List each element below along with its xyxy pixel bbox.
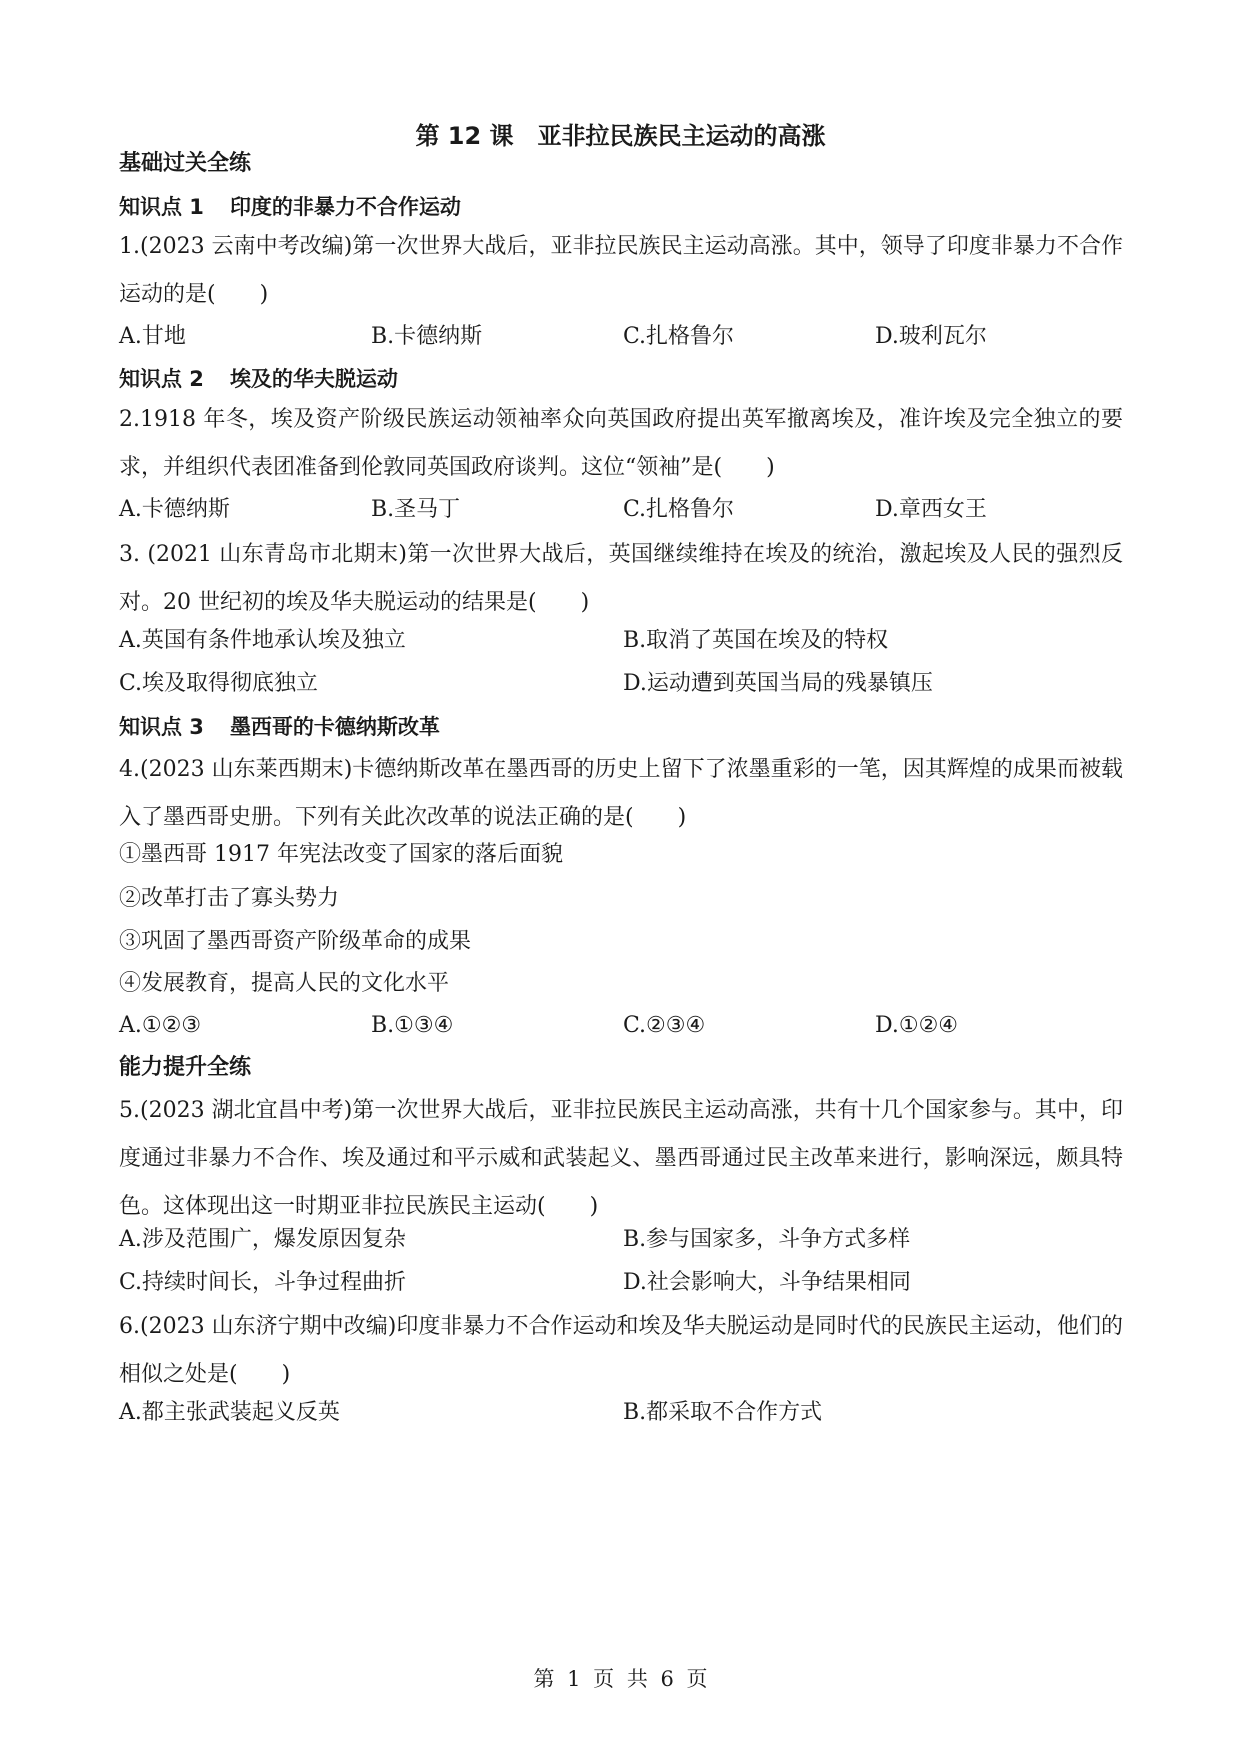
q1-option-a: A.甘地	[119, 324, 186, 349]
question-3-stem: 3. (2021 山东青岛市北期末)第一次世界大战后，英国继续维持在埃及的统治，激起埃及人民的强烈反对。20 世纪初的埃及华夫脱运动的结果是( )	[119, 542, 1123, 615]
question-5-options-row2	[119, 1266, 1123, 1300]
q4-option-c: C.②③④	[623, 1013, 706, 1038]
question-2-options	[119, 493, 1123, 527]
q1-option-c: C.扎格鲁尔	[623, 324, 735, 349]
question-3-options-row2	[119, 667, 1123, 701]
question-6-stem: 6.(2023 山东济宁期中改编)印度非暴力不合作运动和埃及华夫脱运动是同时代的民族民主运动，他们的相似之处是( )	[119, 1314, 1123, 1387]
q2-option-d: D.章西女王	[875, 497, 987, 522]
q4-statement-4: ④发展教育，提高人民的文化水平	[119, 971, 450, 996]
kp2-label: 知识点 2	[119, 367, 204, 391]
question-5-options-row1	[119, 1223, 1123, 1257]
q2-option-a: A.卡德纳斯	[119, 497, 230, 522]
knowledge-point-1	[119, 190, 461, 224]
page-title: 第 12 课 亚非拉民族民主运动的高涨	[415, 122, 826, 150]
kp1-text: 印度的非暴力不合作运动	[229, 195, 461, 219]
page-footer: 第 1 页 共 6 页	[533, 1667, 708, 1691]
q5-option-b: B.参与国家多，斗争方式多样	[623, 1227, 911, 1252]
q2-option-c: C.扎格鲁尔	[623, 497, 735, 522]
kp1-label: 知识点 1	[119, 195, 204, 219]
kp2-text: 埃及的华夫脱运动	[229, 367, 398, 391]
question-1-options	[119, 320, 1123, 354]
question-3-options-row1	[119, 624, 1123, 658]
q4-statement-3: ③巩固了墨西哥资产阶级革命的成果	[119, 929, 472, 954]
question-1-stem: 1.(2023 云南中考改编)第一次世界大战后，亚非拉民族民主运动高涨。其中，领导了印度非暴力不合作运动的是( )	[119, 234, 1123, 307]
question-2-stem: 2.1918 年冬，埃及资产阶级民族运动领袖率众向英国政府提出英军撤离埃及，准许埃及完全独立的要求，并组织代表团准备到伦敦同英国政府谈判。这位“领袖”是( )	[119, 407, 1123, 480]
question-5-stem: 5.(2023 湖北宜昌中考)第一次世界大战后，亚非拉民族民主运动高涨，共有十几个国家参与。其中，印度通过非暴力不合作、埃及通过和平示威和武装起义、墨西哥通过民主改革来进行，影响深远，颇具特色。这体现出这一时期亚非拉民族民主运动( )	[119, 1098, 1123, 1219]
q3-option-c: C.埃及取得彻底独立	[119, 671, 319, 696]
q5-option-c: C.持续时间长，斗争过程曲折	[119, 1270, 407, 1295]
section-heading-advanced: 能力提升全练	[119, 1055, 252, 1080]
question-4-stem: 4.(2023 山东莱西期末)卡德纳斯改革在墨西哥的历史上留下了浓墨重彩的一笔，因其辉煌的成果而被载入了墨西哥史册。下列有关此次改革的说法正确的是( )	[119, 757, 1123, 830]
kp3-text: 墨西哥的卡德纳斯改革	[229, 715, 440, 739]
q5-option-a: A.涉及范围广，爆发原因复杂	[119, 1227, 406, 1252]
section-heading-basic: 基础过关全练	[119, 151, 252, 176]
q4-option-a: A.①②③	[119, 1013, 202, 1038]
q2-option-b: B.圣马丁	[371, 497, 461, 522]
q3-option-d: D.运动遭到英国当局的残暴镇压	[623, 671, 933, 696]
knowledge-point-2	[119, 362, 398, 396]
q3-option-b: B.取消了英国在埃及的特权	[623, 628, 889, 653]
q5-option-d: D.社会影响大，斗争结果相同	[623, 1270, 911, 1295]
q6-option-a: A.都主张武装起义反英	[119, 1400, 340, 1425]
q4-statement-2: ②改革打击了寡头势力	[119, 886, 340, 911]
question-6-options	[119, 1396, 1123, 1430]
q4-option-d: D.①②④	[875, 1013, 959, 1038]
knowledge-point-3	[119, 710, 440, 744]
q1-option-d: D.玻利瓦尔	[875, 324, 987, 349]
kp3-label: 知识点 3	[119, 715, 204, 739]
q1-option-b: B.卡德纳斯	[371, 324, 483, 349]
q4-option-b: B.①③④	[371, 1013, 454, 1038]
question-4-options	[119, 1009, 1123, 1043]
q6-option-b: B.都采取不合作方式	[623, 1400, 823, 1425]
q4-statement-1: ①墨西哥 1917 年宪法改变了国家的落后面貌	[119, 842, 563, 867]
q3-option-a: A.英国有条件地承认埃及独立	[119, 628, 406, 653]
